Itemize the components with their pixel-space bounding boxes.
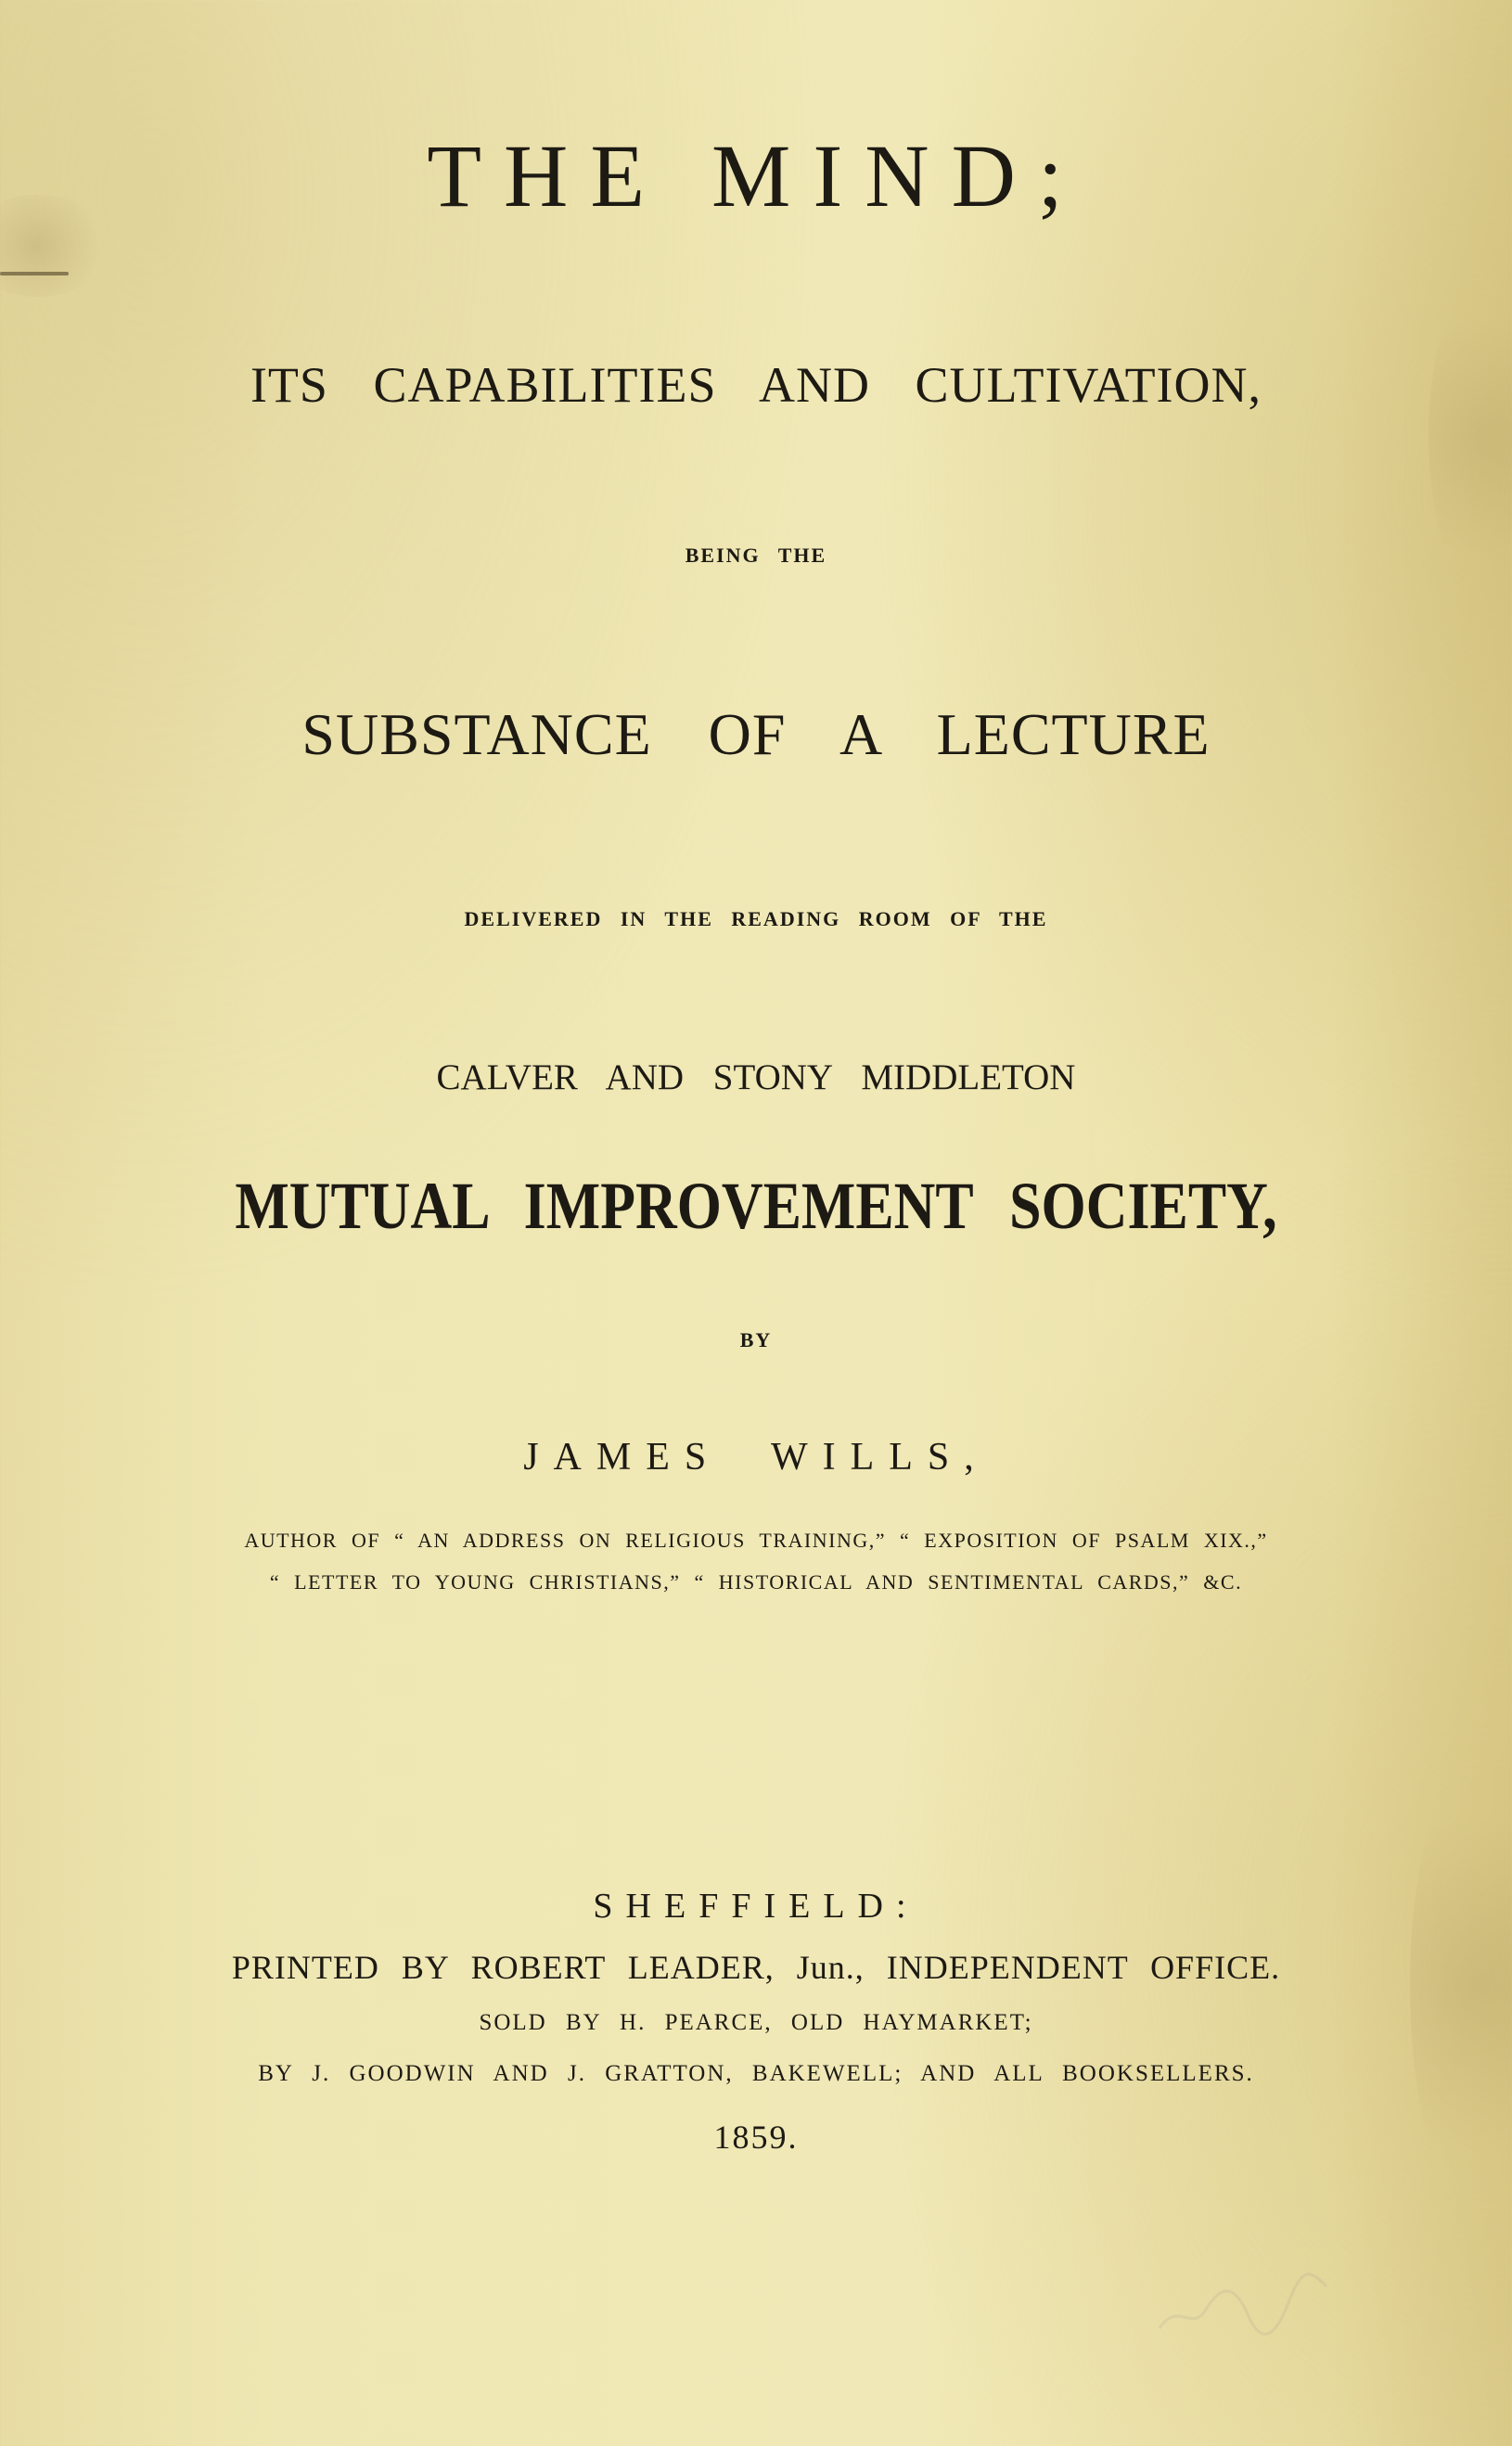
publication-year: 1859. [713,2119,799,2156]
author-works-line-1: AUTHOR OF “ AN ADDRESS ON RELIGIOUS TRAINING,” “ EXPOSITION OF PSALM XIX.,” [244,1529,1268,1552]
book-title: THE MIND; [427,126,1085,225]
society-name-line-1: CALVER AND STONY MIDDLETON [436,1057,1076,1097]
sold-by-line: SOLD BY H. PEARCE, OLD HAYMARKET; [479,2010,1033,2035]
margin-mark [0,272,69,275]
author-works-line-2: “ LETTER TO YOUNG CHRISTIANS,” “ HISTORICAL AND SENTIMENTAL CARDS,” &C. [269,1570,1243,1594]
faint-handwriting-mark [1150,2245,1336,2356]
delivered-text: DELIVERED IN THE READING ROOM OF THE [464,907,1048,930]
society-name-line-2: MUTUAL IMPROVEMENT SOCIETY, [235,1169,1277,1243]
author-name: JAMES WILLS, [523,1436,989,1479]
publication-place: SHEFFIELD: [593,1887,919,1926]
being-the-text: BEING THE [685,544,827,567]
printer-line: PRINTED BY ROBERT LEADER, Jun., INDEPENDENT OFFICE. [231,1949,1281,1986]
by-text: BY [739,1328,773,1351]
book-subtitle: ITS CAPABILITIES AND CULTIVATION, [250,357,1262,413]
booksellers-line: BY J. GOODWIN AND J. GRATTON, BAKEWELL; AND ALL BOOKSELLERS. [258,2061,1254,2086]
lecture-heading: SUBSTANCE OF A LECTURE [301,701,1211,767]
